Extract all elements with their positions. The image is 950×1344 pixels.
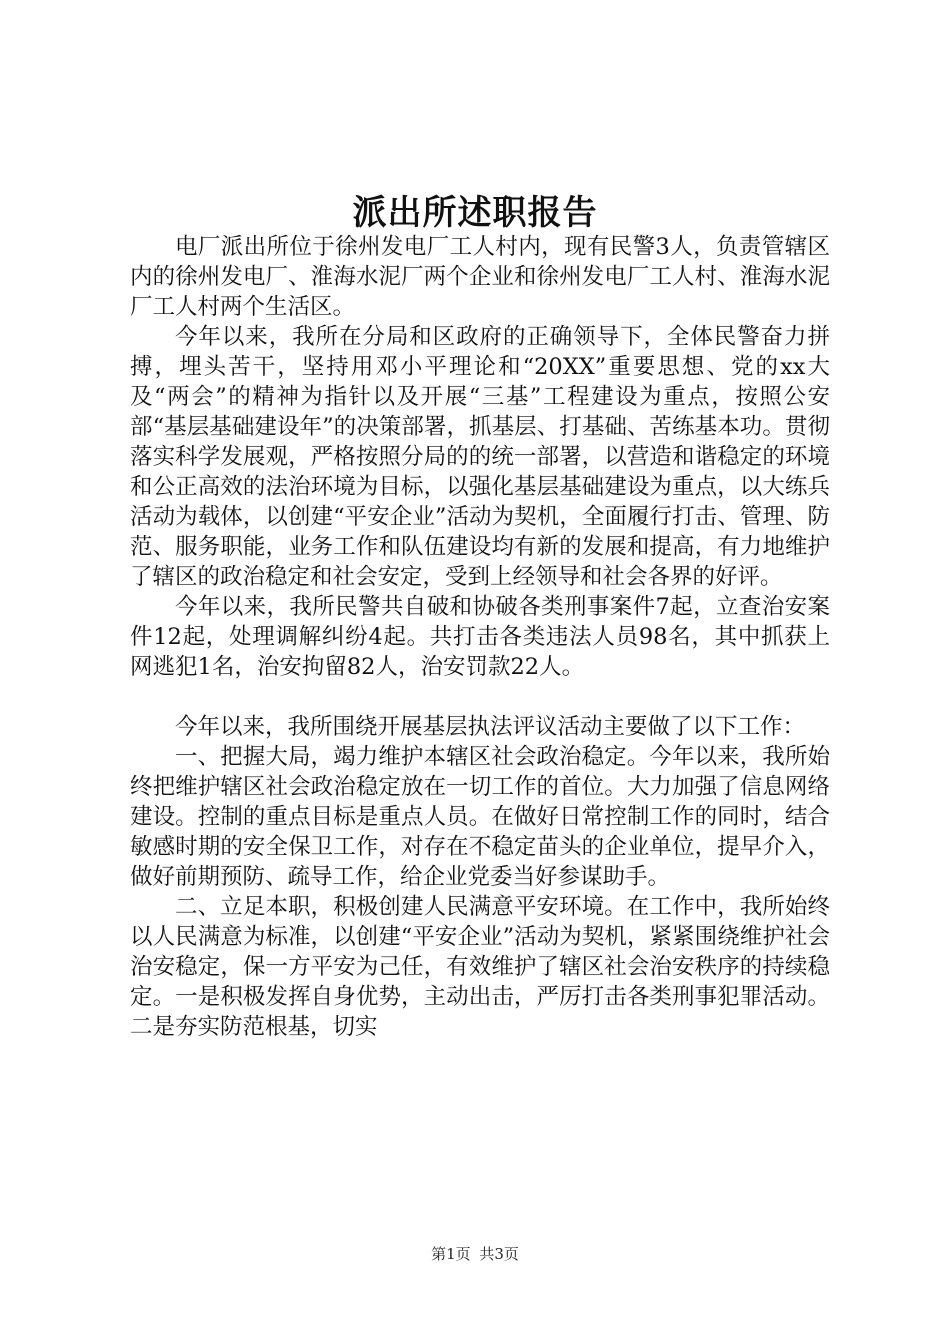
document-title: 派出所述职报告 [352, 193, 598, 233]
page-total: 共3页 [479, 1245, 519, 1263]
page-footer [0, 1243, 950, 1264]
paragraph-statistics: 今年以来，我所民警共自破和协破各类刑事案件7起，立查治安案件12起，处理调解纠纷4起。共打击各类违法人员98名，其中抓获上网逃犯1名，治安拘留82人，治安罚款22人。 [130, 594, 830, 680]
document-body [130, 232, 830, 1042]
paragraph-blank [130, 682, 830, 712]
paragraph-section-one: 一、把握大局，竭力维护本辖区社会政治稳定。今年以来，我所始终把维护辖区社会政治稳定放在一切工作的首位。大力加强了信息网络建设。控制的重点目标是重点人员。在做好日常控制工作的同时，结合敏感时期的安全保卫工作，对存在不稳定苗头的企业单位，提早介入，做好前期预防、疏导工作，给企业党委当好参谋助手。 [130, 744, 830, 890]
paragraph-overview: 今年以来，我所在分局和区政府的正确领导下，全体民警奋力拼搏，埋头苦干，坚持用邓小平理论和“20XX”重要思想、党的xx大及“两会”的精神为指针以及开展“三基”工程建设为重点，按照公安部“基层基础建设年”的决策部署，抓基层、打基础、苦练基本功。贯彻落实科学发展观，严格按照分局的的统一部署，以营造和谐稳定的环境和公正高效的法治环境为目标，以强化基层基础建设为重点，以大练兵活动为载体，以创建“平安企业”活动为契机，全面履行打击、管理、防范、服务职能，业务工作和队伍建设均有新的发展和提高，有力地维护了辖区的政治稳定和社会安定，受到上经领导和社会各界的好评。 [130, 324, 830, 590]
page-number: 第1页 [431, 1245, 471, 1263]
paragraph-section-two: 二、立足本职，积极创建人民满意平安环境。在工作中，我所始终以人民满意为标准，以创建“平安企业”活动为契机，紧紧围绕维护社会治安稳定，保一方平安为己任，有效维护了辖区社会治安秩序的持续稳定。一是积极发挥自身优势，主动出击，严厉打击各类刑事犯罪活动。二是夯实防范根基，切实 [130, 894, 830, 1040]
paragraph-intro: 电厂派出所位于徐州发电厂工人村内，现有民警3人，负责管辖区内的徐州发电厂、淮海水泥厂两个企业和徐州发电厂工人村、淮海水泥厂工人村两个生活区。 [130, 234, 830, 320]
paragraph-work-intro: 今年以来，我所围绕开展基层执法评议活动主要做了以下工作： [175, 714, 806, 740]
